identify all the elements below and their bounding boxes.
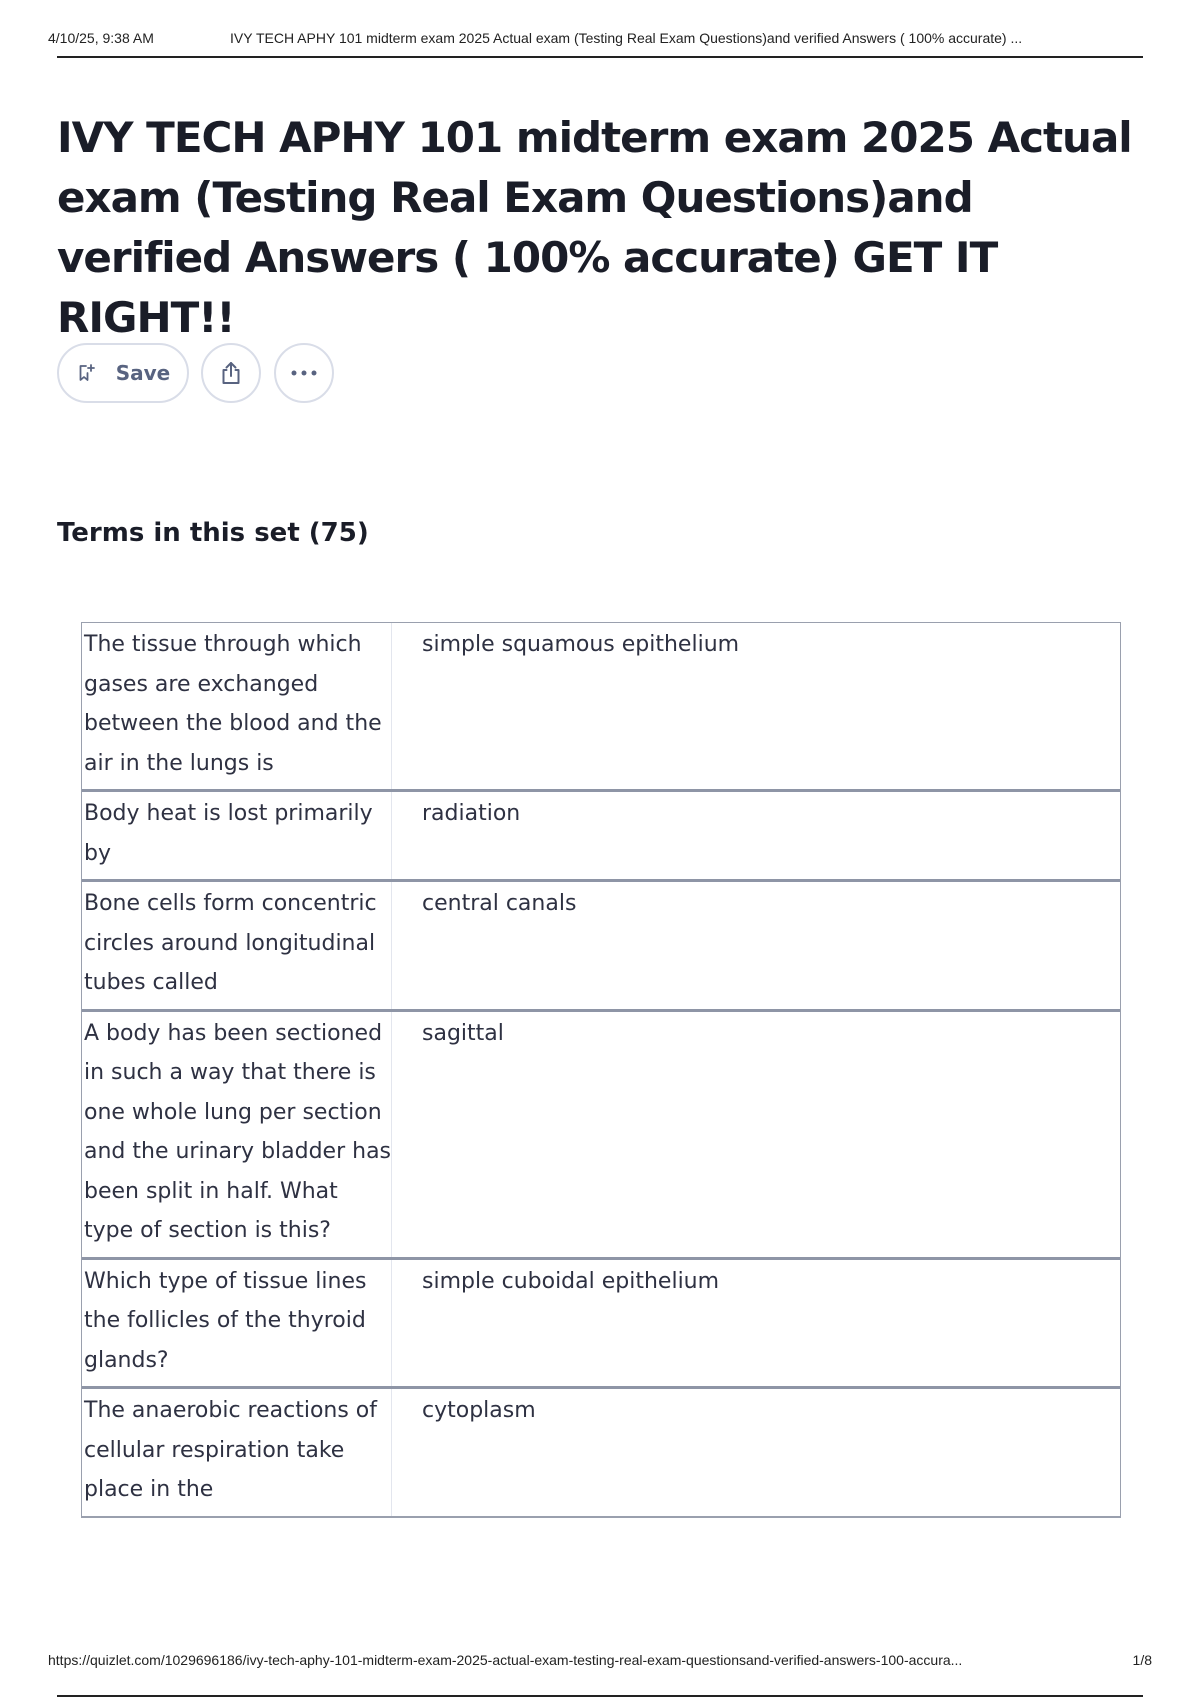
definition-text: cytoplasm (422, 1398, 536, 1423)
bookmark-add-icon (76, 363, 106, 383)
definition-text: radiation (422, 801, 521, 826)
term-text: The tissue through which gases are exchanged between the blood and the air in the lungs is (82, 623, 392, 789)
term-text: A body has been sectioned in such a way that there is one whole lung per section and the urinary bladder has been split in half. What type of section is this? (82, 1012, 392, 1257)
term-row (82, 1386, 1120, 1516)
print-date: 4/10/25, 9:38 AM (48, 30, 154, 46)
save-button-label: Save (115, 361, 171, 385)
term-text: Which type of tissue lines the follicles of the thyroid glands? (82, 1260, 392, 1387)
term-row (82, 1009, 1120, 1257)
term-text: The anaerobic reactions of cellular respiration take place in the (82, 1389, 392, 1516)
definition-text: simple squamous epithelium (422, 632, 740, 657)
more-horizontal-icon (290, 369, 318, 377)
print-header (48, 28, 1148, 56)
header-divider (57, 56, 1143, 58)
share-icon (218, 360, 244, 386)
terms-heading: Terms in this set (75) (57, 518, 369, 548)
page-number: 1/8 (1132, 1652, 1152, 1668)
page-url: https://quizlet.com/1029696186/ivy-tech-aphy-101-midterm-exam-2025-actual-exam-testing-real-exam-questionsand-verified-answers-100-accura... (48, 1652, 963, 1668)
term-row (82, 623, 1120, 789)
term-row (82, 879, 1120, 1009)
term-row (82, 1257, 1120, 1387)
footer-divider (57, 1695, 1143, 1697)
more-options-button[interactable] (274, 343, 334, 403)
terms-table (81, 622, 1121, 1518)
print-footer (48, 1652, 1152, 1676)
definition-text: sagittal (422, 1020, 504, 1046)
term-row (82, 789, 1120, 879)
definition-text: simple cuboidal epithelium (422, 1268, 720, 1294)
print-document-title: IVY TECH APHY 101 midterm exam 2025 Actual exam (Testing Real Exam Questions)and verified Answers ( 100% accurate) ... (230, 30, 1023, 46)
term-text: Body heat is lost primarily by (82, 792, 392, 879)
save-button[interactable] (57, 343, 189, 403)
share-button[interactable] (201, 343, 261, 403)
term-text: Bone cells form concentric circles around longitudinal tubes called (82, 882, 392, 1009)
page-title: IVY TECH APHY 101 midterm exam 2025 Actual exam (Testing Real Exam Questions)and verified Answers ( 100% accurate) GET IT RIGHT!! (57, 113, 1132, 342)
definition-text: central canals (422, 891, 577, 916)
